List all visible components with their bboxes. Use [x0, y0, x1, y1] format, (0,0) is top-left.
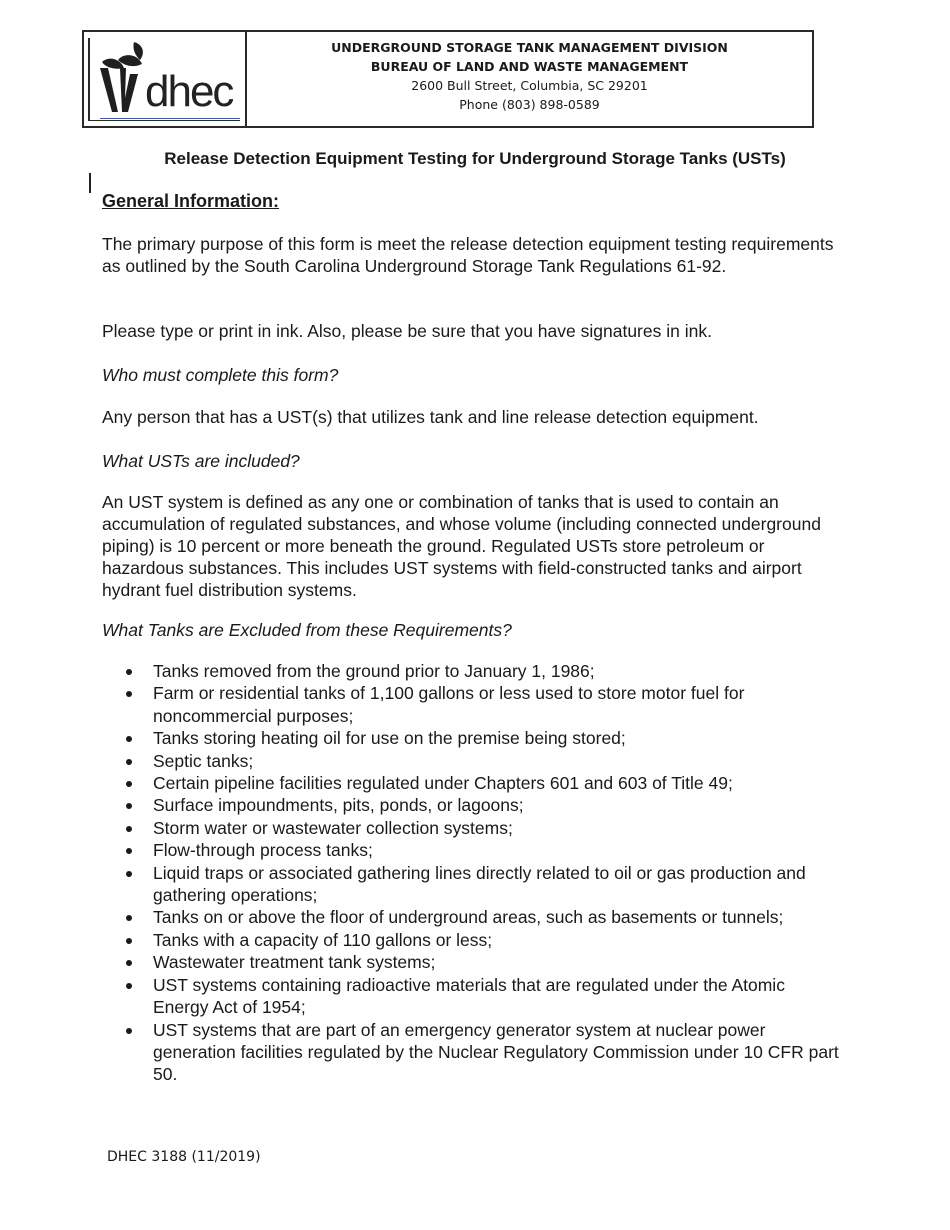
list-item: Liquid traps or associated gathering lines directly related to oil or gas production and gathering operations; — [102, 862, 842, 907]
list-item: Tanks with a capacity of 110 gallons or less; — [102, 929, 842, 951]
logo-wordmark: dhec — [145, 67, 233, 116]
dhec-logo — [88, 38, 240, 121]
question-excluded: What Tanks are Excluded from these Requirements? — [102, 620, 512, 640]
question-who: Who must complete this form? — [102, 365, 339, 385]
answer-included: An UST system is defined as any one or combination of tanks that is used to contain an accumulation of regulated substances, and whose volume (including connected underground piping) is 10 percent or more beneath the ground. Regulated USTs store petroleum or hazardous substances. This includes UST systems with field-constructed tanks and airport hydrant fuel distribution systems. — [102, 492, 821, 600]
text-cursor — [89, 173, 91, 193]
list-item: Wastewater treatment tank systems; — [102, 951, 842, 973]
list-item: Certain pipeline facilities regulated under Chapters 601 and 603 of Title 49; — [102, 772, 842, 794]
question-included: What USTs are included? — [102, 451, 300, 471]
phone-number: Phone (803) 898-0589 — [459, 97, 600, 112]
document-title: Release Detection Equipment Testing for Underground Storage Tanks (USTs) — [164, 149, 786, 168]
list-item: Storm water or wastewater collection systems; — [102, 817, 842, 839]
logo-underline — [100, 118, 240, 119]
section-heading-general: General Information: — [102, 191, 280, 211]
list-item: Surface impoundments, pits, ponds, or lagoons; — [102, 794, 842, 816]
street-address: 2600 Bull Street, Columbia, SC 29201 — [411, 78, 648, 93]
list-item: UST systems that are part of an emergency generator system at nuclear power generation facilities regulated by the Nuclear Regulatory Commission under 10 CFR part 50. — [102, 1019, 842, 1086]
list-item: Tanks storing heating oil for use on the premise being stored; — [102, 727, 842, 749]
agency-address-block — [247, 32, 812, 126]
list-item: Septic tanks; — [102, 750, 842, 772]
list-item: Tanks removed from the ground prior to January 1, 1986; — [102, 660, 842, 682]
ink-instruction: Please type or print in ink. Also, please be sure that you have signatures in ink. — [102, 321, 712, 341]
list-item: Tanks on or above the floor of underground areas, such as basements or tunnels; — [102, 906, 842, 928]
division-name: UNDERGROUND STORAGE TANK MANAGEMENT DIVISION — [331, 40, 728, 55]
header-rule — [240, 127, 814, 128]
answer-who: Any person that has a UST(s) that utilizes tank and line release detection equipment. — [102, 407, 759, 427]
list-item: UST systems containing radioactive materials that are regulated under the Atomic Energy Act of 1954; — [102, 974, 842, 1019]
list-item: Farm or residential tanks of 1,100 gallons or less used to store motor fuel for noncommercial purposes; — [102, 682, 842, 727]
logo-cell — [84, 32, 247, 126]
bureau-name: BUREAU OF LAND AND WASTE MANAGEMENT — [370, 59, 689, 74]
purpose-paragraph: The primary purpose of this form is meet the release detection equipment testing requirements as outlined by the South Carolina Underground Storage Tank Regulations 61-92. — [102, 234, 834, 276]
list-item: Flow-through process tanks; — [102, 839, 842, 861]
exclusions-list — [102, 660, 842, 1086]
form-code: DHEC 3188 (11/2019) — [107, 1149, 261, 1165]
letterhead — [82, 30, 814, 128]
